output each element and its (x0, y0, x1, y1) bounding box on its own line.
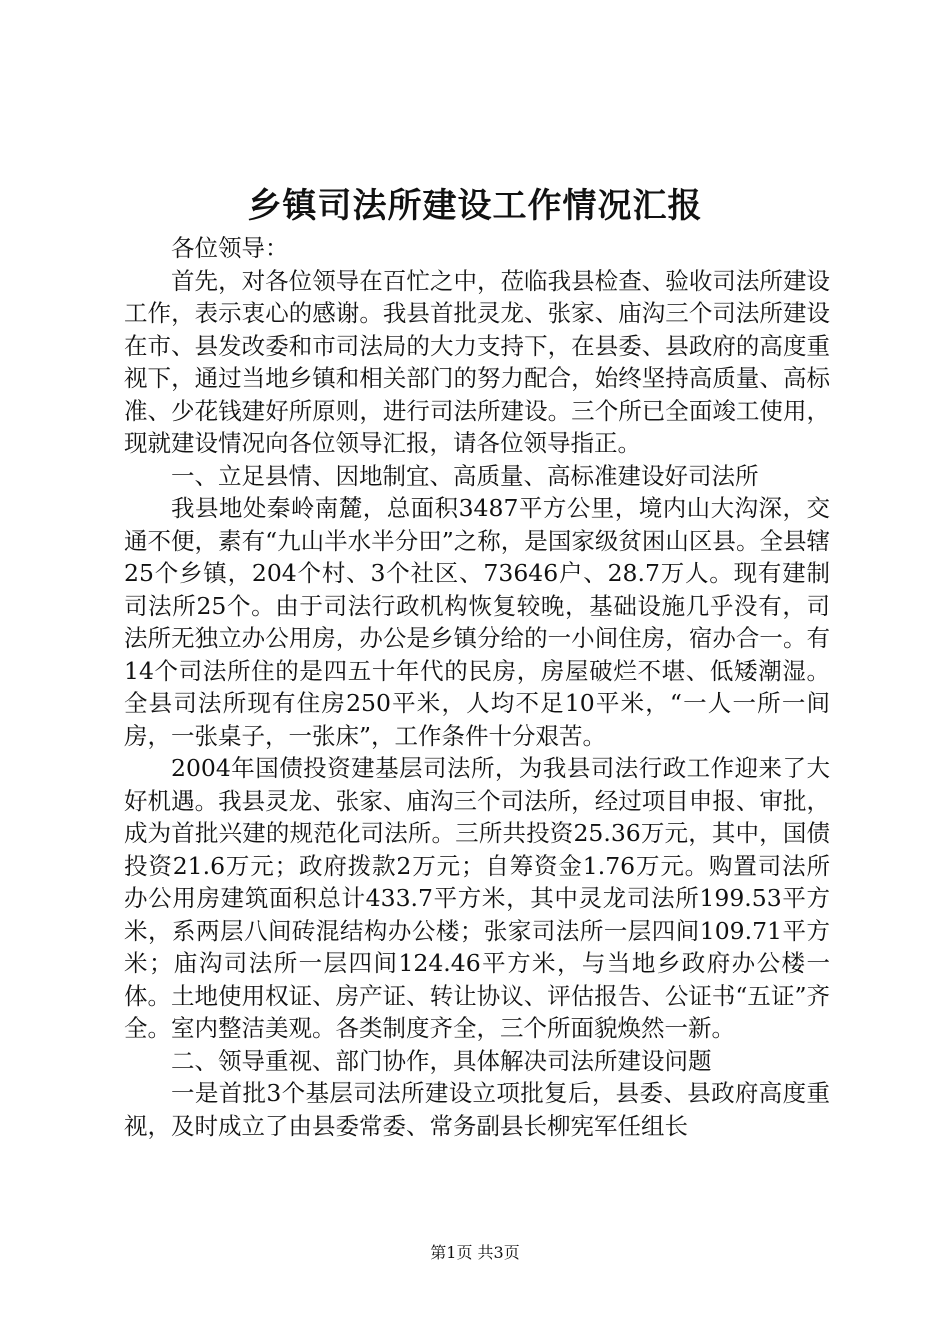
document-body (124, 232, 830, 1142)
paragraph-county-situation: 我县地处秦岭南麓，总面积3487平方公里，境内山大沟深，交通不便，素有“九山半水半分田”之称，是国家级贫困山区县。全县辖25个乡镇，204个村、3个社区、73646户、28.7万人。现有建制司法所25个。由于司法行政机构恢复较晚，基础设施几乎没有，司法所无独立办公用房，办公是乡镇分给的一小间住房，宿办合一。有14个司法所住的是四五十年代的民房，房屋破烂不堪、低矮潮湿。全县司法所现有住房250平米，人均不足10平米，“一人一所一间房，一张桌子，一张床”，工作条件十分艰苦。 (124, 494, 830, 750)
paragraph-leadership: 一是首批3个基层司法所建设立项批复后，县委、县政府高度重视，及时成立了由县委常委、常务副县长柳宪军任组长 (124, 1079, 830, 1140)
salutation: 各位领导： (171, 234, 289, 262)
page-footer: 第1页 共3页 (430, 1243, 520, 1262)
document-title: 乡镇司法所建设工作情况汇报 (247, 186, 703, 226)
paragraph-intro: 首先，对各位领导在百忙之中，莅临我县检查、验收司法所建设工作，表示衷心的感谢。我县首批灵龙、张家、庙沟三个司法所建设在市、县发改委和市司法局的大力支持下，在县委、县政府的高度重视下，通过当地乡镇和相关部门的努力配合，始终坚持高质量、高标准、少花钱建好所原则，进行司法所建设。三个所已全面竣工使用，现就建设情况向各位领导汇报，请各位领导指正。 (124, 266, 830, 457)
section-heading-1: 一、立足县情、因地制宜、高质量、高标准建设好司法所 (171, 461, 759, 490)
paragraph-investment: 2004年国债投资建基层司法所，为我县司法行政工作迎来了大好机遇。我县灵龙、张家、庙沟三个司法所，经过项目申报、审批，成为首批兴建的规范化司法所。三所共投资25.36万元，其中，国债投资21.6万元；政府拨款2万元；自筹资金1.76万元。购置司法所办公用房建筑面积总计433.7平方米，其中灵龙司法所199.53平方米，系两层八间砖混结构办公楼；张家司法所一层四间109.71平方米；庙沟司法所一层四间124.46平方米，与当地乡政府办公楼一体。土地使用权证、房产证、转让协议、评估报告、公证书“五证”齐全。室内整洁美观。各类制度齐全，三个所面貌焕然一新。 (124, 754, 830, 1042)
section-heading-2: 二、领导重视、部门协作，具体解决司法所建设问题 (171, 1046, 712, 1075)
